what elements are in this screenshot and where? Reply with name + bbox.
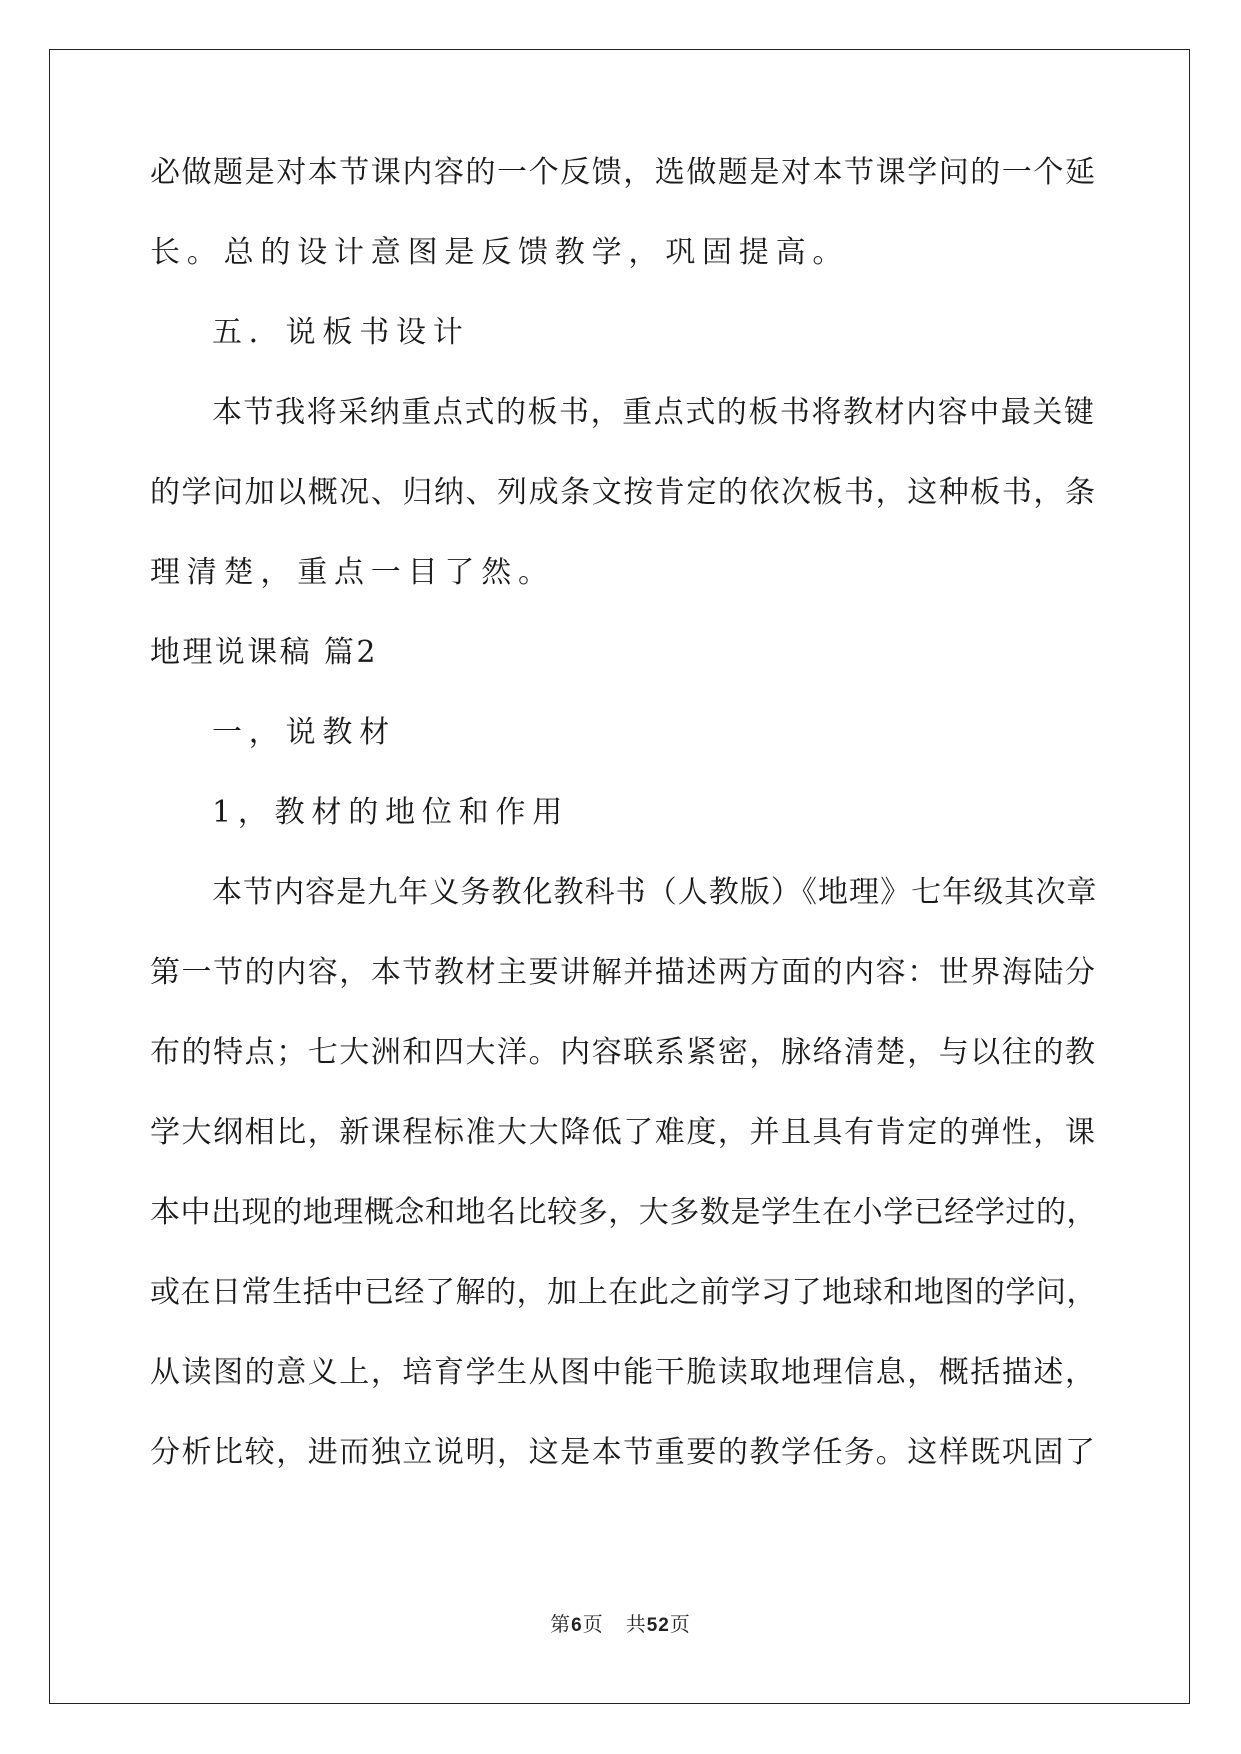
paragraph-line: 长。总的设计意图是反馈教学，巩固提高。 [150, 235, 850, 270]
paragraph-line: 或在日常生括中已经了解的，加上在此之前学习了地球和地图的学问， [150, 1275, 1098, 1310]
total-suffix: 页 [669, 1612, 691, 1636]
document-body [150, 153, 1100, 1513]
paragraph-line: 五．说板书设计 [212, 315, 470, 350]
page-number: 6 [571, 1615, 583, 1636]
paragraph-line: 必做题是对本节课内容的一个反馈，选做题是对本节课学问的一个延 [150, 155, 1097, 190]
page-prefix: 第 [550, 1612, 572, 1636]
paragraph-line: 的学问加以概况、归纳、列成条文按肯定的依次板书，这种板书，条 [150, 475, 1097, 510]
page-footer [0, 1608, 1241, 1637]
total-prefix: 共 [625, 1612, 647, 1636]
page-suffix: 页 [582, 1612, 604, 1636]
total-pages: 52 [646, 1615, 670, 1636]
paragraph-line: 分析比较，进而独立说明，这是本节重要的教学任务。这样既巩固了 [150, 1435, 1097, 1470]
paragraph-line: 从读图的意义上，培育学生从图中能干脆读取地理信息，概括描述， [150, 1355, 1097, 1390]
paragraph-line: 学大纲相比，新课程标准大大降低了难度，并且具有肯定的弹性，课 [150, 1115, 1097, 1150]
paragraph-line: 理清楚，重点一目了然。 [150, 555, 555, 590]
paragraph-line: 布的特点；七大洲和四大洋。内容联系紧密，脉络清楚，与以往的教 [150, 1035, 1097, 1070]
paragraph-line: 一，说教材 [212, 715, 396, 750]
section-heading: 地理说课稿 篇2 [150, 635, 378, 670]
paragraph-line: 第一节的内容，本节教材主要讲解并描述两方面的内容：世界海陆分 [150, 955, 1097, 990]
paragraph-line: 本中出现的地理概念和地名比较多，大多数是学生在小学已经学过的， [150, 1195, 1098, 1230]
paragraph-line: 1，教材的地位和作用 [212, 795, 570, 830]
paragraph-line: 本节内容是九年义务教化教科书（人教版）《地理》七年级其次章 [212, 875, 1098, 910]
paragraph-line: 本节我将采纳重点式的板书，重点式的板书将教材内容中最关键 [212, 395, 1096, 430]
